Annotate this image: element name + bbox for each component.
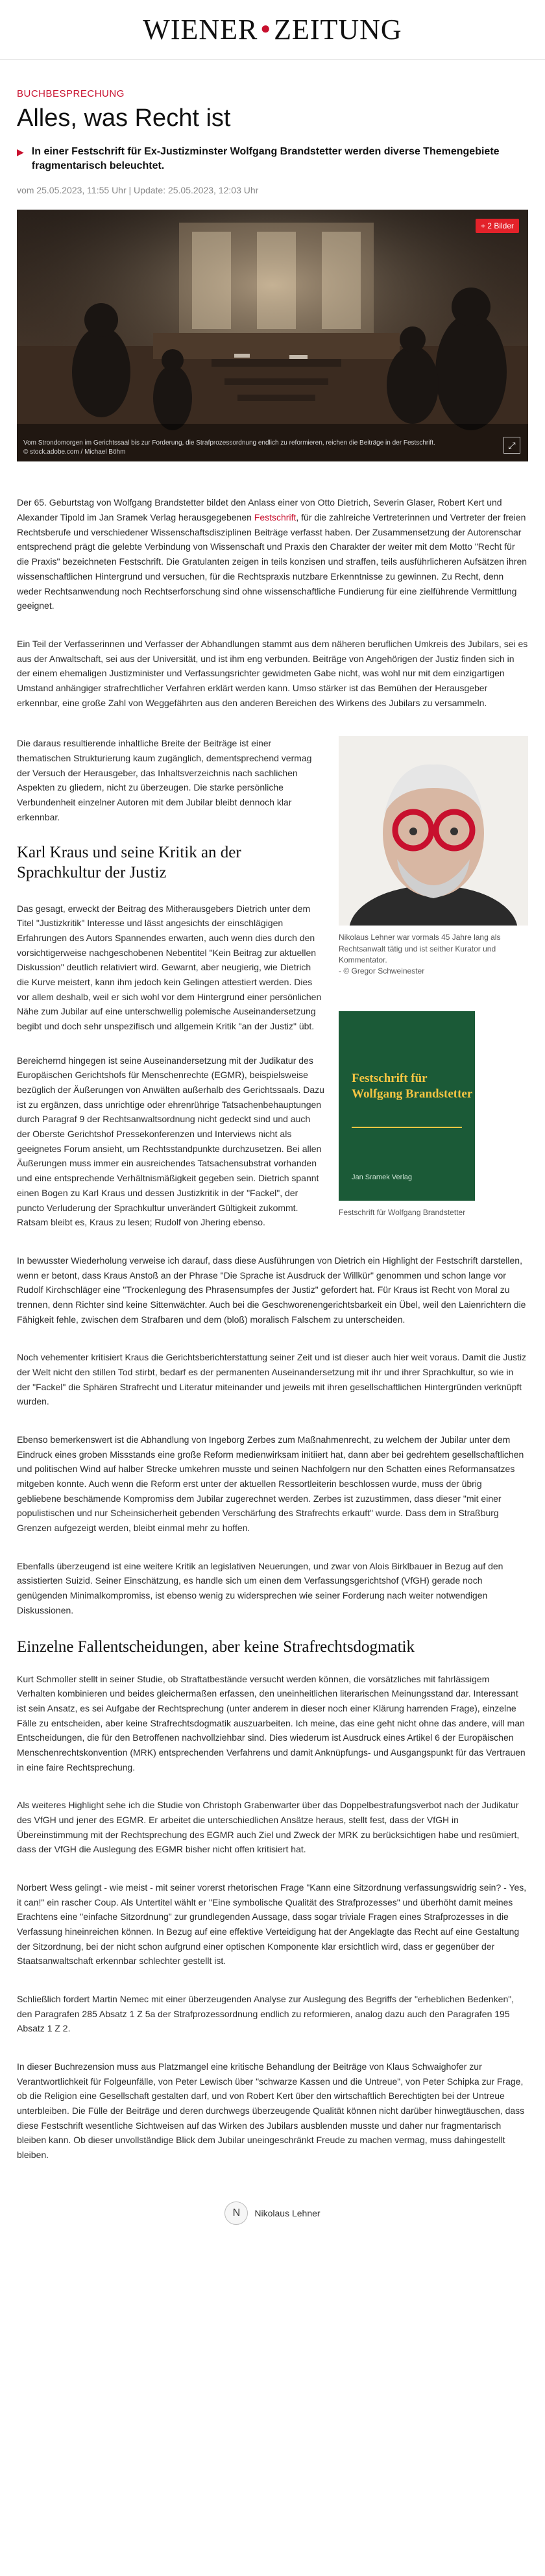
hero-caption [23, 439, 435, 456]
subheading: Einzelne Fallentscheidungen, aber keine Strafrechtsdogmatik [17, 1638, 415, 1656]
paragraph: Ebenso bemerkenswert ist die Abhandlung von Ingeborg Zerbes zum Maßnahmenrecht, zu welchem der Jubilar unter dem Eindruck eines groben Missstands eine große Reform medienwirksam initiiert hat, dann aber bei gedrehtem gesellschaftlichen und politischen Wind auf halber Strecke umkehren musste und seinen Nachfolgern nur den Schatten eines Reformansatzes mitgeben konnte. Auch wenn die Reform erst unter der aktuellen Ressortleiterin beschlossen wurde, muss der übrig gebliebene beschämende Kompromiss dem Jubilar zugerechnet werden. Zerbes ist zuzustimmen, dass dieser "mit einer populistischen und nur Scheinsicherheit gebenden Verschärfung des Strafrechts erkauft" wurde. Dass dem in Straßburg Grenzen aufgezeigt werden, bleibt einmal mehr zu hoffen. [17, 1434, 524, 1533]
article-kicker: BUCHBESPRECHUNG [17, 88, 125, 99]
book-divider [352, 1127, 462, 1128]
article-title: Alles, was Recht ist [17, 104, 231, 132]
gallery-badge[interactable]: + 2 Bilder [476, 219, 519, 233]
author-name: Nikolaus Lehner [254, 2207, 321, 2218]
logo-word-wiener: WIENER [143, 14, 258, 45]
paragraph-text: Der 65. Geburtstag von Wolfgang Brandstetter bildet den Anlass einer von Otto Dietrich, Severin Glaser, Robert Kert und Alexander Tipold im Jan Sramek Verlag herausgegebenen [17, 497, 502, 523]
article-body [17, 495, 528, 2162]
lead-text: In einer Festschrift für Ex-Justizminster Wolfgang Brandstetter werden diverse Themengebiete fragmentarisch beleuchtet. [31, 145, 500, 172]
logo-dot-icon: ● [260, 18, 272, 38]
hero-caption-credit: © stock.adobe.com / Michael Böhm [23, 448, 126, 456]
book-publisher: Jan Sramek Verlag [352, 1173, 412, 1181]
paragraph: Als weiteres Highlight sehe ich die Studie von Christoph Grabenwarter über das Doppelbestrafungsverbot nach der Judikatur des VfGH und jener des EGMR. Er arbeitet die unterschiedlichen Ansätze heraus, stellt fest, dass der VfGH in Übereinstimmung mit der Rechtsprechung des EGMR auch Ziel und Zweck der MRK zu berücksichtigen habe und resümiert, dass der VfGH die Auslegung des EGMR bisher nicht offen kritisiert hat. [17, 1800, 520, 1855]
paragraph [17, 495, 528, 613]
masthead [0, 0, 545, 60]
paragraph: In dieser Buchrezension muss aus Platzmangel eine kritische Behandlung der Beiträge von Klaus Schwaighofer zur Verantwortlichkeit für Folgeunfälle, von Peter Lewisch über "schwarze Kassen und die Untreue", von Peter Schipka zur Frage, ob die Religion eine Gesellschaft gestalten darf, und von Robert Kert über den wirtschaftlich Berechtigten bei der Untreue unterbleiben. Die Fülle der Beiträge und deren durchwegs überzeugende Qualität können nicht darüber hinwegtäuschen, dass diese Festschrift wesentliche Sichtweisen auf das Wirken des Jubilars ausblenden musste und daher nur fragmentarisch bleiben kann. Ob dieser unvollständige Blick dem Jubilar uneingeschränkt Freude zu machen vermag, muss dahingestellt bleiben. [17, 2061, 525, 2160]
book-caption: Festschrift für Wolfgang Brandstetter [339, 1207, 466, 1217]
article-dateline: vom 25.05.2023, 11:55 Uhr | Update: 25.05.2023, 12:03 Uhr [17, 185, 259, 196]
book-cover[interactable] [339, 1011, 475, 1201]
site-logo[interactable] [143, 13, 402, 46]
portrait-caption-text: Nikolaus Lehner war vormals 45 Jahre lang als Rechtsanwalt tätig und ist seither Kurator und Kommentator. [339, 933, 501, 964]
paragraph: Bereichernd hingegen ist seine Auseinandersetzung mit der Judikatur des Europäischen Gerichtshofs für Menschenrechte (EGMR), beispielsweise bezüglich der Äußerungen von Anwälten außerhalb des Gerichtssaals. Dazu ist zu ergänzen, dass unrichtige oder ehrenrührige Tatsachenbehauptungen durch Paragraf 9 der Rechtsanwaltsordnung nicht gedeckt sind und auch der Oberste Gerichtshof Pressekonferenzen und Interviews nicht als geeignetes Forum ansieht, um Rechtsstandpunkte durchzusetzen. Bei allen Äußerungen muss immer ein ausreichendes Tatsachensubstrat vorhanden und eine entsprechende Verhältnismäßigkeit gegeben sein. Dietrich spannt einen Bogen zu Karl Kraus und dessen Justizkritik in der "Fackel", der puncto Verluderung der Sprachkultur unverändert Gültigkeit zukommt. Ratsam bleibt es, Kraus zu lesen; Rudolf von Jhering ebenso. [17, 1055, 324, 1228]
column-left [17, 736, 324, 1230]
column-section [17, 736, 528, 1230]
festschrift-link[interactable]: Festschrift [254, 512, 297, 523]
paragraph: Norbert Wess gelingt - wie meist - mit seiner vorerst rhetorischen Frage "Kann eine Sitzordnung verfassungswidrig sein? - Yes, it can!" ein rascher Coup. Als Untertitel wählt er "Eine symbolische Qualität des Strafprozesses" und überhöht damit meines Erachtens eine "einfache Sitzordnung" zur grundlegenden Aussage, dass sogar triviale Fragen eines Strafprozesses in die Verfassung hineinreichen können. In Bezug auf eine effektive Verteidigung hat der Angeklagte das Recht auf eine Gestaltung der Sitzordnung, bei der nicht schon aufgrund einer optischen Komponente klar ersichtlich wird, dass er gegenüber der Staatsanwaltschaft erkennbar schlechter gestellt ist. [17, 1882, 527, 1967]
article [0, 88, 545, 2225]
paragraph: Die daraus resultierende inhaltliche Breite der Beiträge ist einer thematischen Strukturierung kaum zugänglich, dementsprechend vermag der Versuch der Herausgeber, das Inhaltsverzeichnis nach sachlichen Aspekten zu gliedern, nicht zu überzeugen. Die starke persönliche Verbundenheit einzelner Autoren mit dem Jubilar bleibt dennoch klar erkennbar. [17, 738, 312, 822]
hero-caption-text: Vom Strondomorgen im Gerichtssaal bis zur Forderung, die Strafprozessordnung endlich zu reformieren, reichen die Beiträge in der Festschrift. [23, 439, 435, 447]
paragraph: Das gesagt, erweckt der Beitrag des Mitherausgebers Dietrich unter dem Titel "Justizkritik" Interesse und lässt angesichts der einschlägigen Erfahrungen des Autors Spannendes erwarten, auch wenn dies durch den vorsichtigerweise nachgeschobenen Nebentitel "Kein Beitrag zur aktuellen Diskussion" deutlich relativiert wird. Gewarnt, aber neugierig, wie Dietrich die Kurve meistert, kann ihm jedoch kein Gelingen attestiert werden. Dies vor allem deshalb, weil er sich wohl vor dem Hintergrund einer persönlichen Nähe zum Jubilar auf eine unterschwellig polemische Auseinandersetzung begibt und doch sehr unspezifisch und allgemein Kritik "an der Justiz" übt. [17, 903, 322, 1032]
author-portrait[interactable] [339, 736, 528, 926]
lead-arrow-icon: ▶ [17, 146, 24, 157]
paragraph: In bewusster Wiederholung verweise ich darauf, dass diese Ausführungen von Dietrich ein Highlight der Festschrift darstellen, wenn er betont, dass Kraus Anstoß an der Phrase "Die Sprache ist Ausdruck der Willkür" genommen und schon lange vor Rudolf Kirchschläger eine "Trockenlegung des Phrasensumpfes der Justiz" gefordert hat. Für Kraus ist Recht von Moral zu trennen, denn Richter sind keine Sittenwächter. Auch bei die Geschworenengerichtsbarkeit ein Übel, weil den Laienrichtern die Fähigkeit fehle, zwischen dem Strafbaren und dem (bloß) moralisch Falschem zu unterscheiden. [17, 1255, 526, 1325]
paragraph: Kurt Schmoller stellt in seiner Studie, ob Straftatbestände versucht werden können, die vorsätzliches mit fahrlässigem Verhalten kombinieren und beides gleichermaßen erfassen, den uneinheitlichen literarischen Meinungsstand dar. Interessant ist sein Ansatz, es sei Aufgabe der Rechtsprechung (unter anderem in dieser noch einer Klärung harrenden Frage), einzelne Fälle zu entscheiden, aber keine Strafrechtsdogmatik auszuarbeiten. Ich meine, das eine geht nicht ohne das andere, will man Entscheidungen, die für den Betroffenen nachvollziehbar sind. Dies wiederum ist Ausdruck eines Artikel 6 der Europäischen Menschenrechtskonvention (MRK) entsprechenden Verfahrens und damit Anknüpfungs- und Ausgangspunkt für das Vertrauen in eine faire Rechtsprechung. [17, 1673, 526, 1773]
subheading: Karl Kraus und seine Kritik an der Sprachkultur der Justiz [17, 844, 241, 882]
book-title: Festschrift für Wolfgang Brandstetter [352, 1071, 473, 1101]
portrait-caption [339, 932, 528, 977]
courtroom-illustration [17, 210, 528, 461]
hero-image[interactable] [17, 210, 528, 461]
author-avatar: N [224, 2202, 248, 2225]
portrait-illustration [339, 736, 528, 926]
paragraph-text: , für die zahlreiche Vertreterinnen und Vertreter der freien Rechtsberufe und verschiedener Wissenschaftsdisziplinen Beiträge verfasst haben. Der Zusammensetzung der Autorenschar entsprechend prägt die gelebte Verbindung von Wissenschaft und Praxis den Charakter der weiter mit dem Motto "Recht für die Praxis" bezeichneten Festschrift. Die Gratulanten zeigen in teils konzisen und straffen, teils ausführlicheren Aufsätzen ihren wissenschaftlichen Hintergrund und versuchen, für die Rechtspraxis nutzbare Erkenntnisse zu gewinnen. Zu Recht, denn weder Rechtsanwendung noch Rechtserforschung sind ohne wissenschaftliche Fundierung für eine zielführende Vermittlung geeignet. [17, 512, 527, 611]
paragraph: Ebenfalls überzeugend ist eine weitere Kritik an legislativen Neuerungen, und zwar von Alois Birklbauer in Bezug auf den assistierten Suizid. Seiner Einschätzung, es handle sich um einen dem Verfassungsgerichtshof (VfGH) gerade noch genügenden Minimalkompromiss, ist ebenso wenig zu widersprechen wie seiner Forderung nach weiter notwendigen Diskussionen. [17, 1560, 503, 1615]
paragraph: Ein Teil der Verfasserinnen und Verfasser der Abhandlungen stammt aus dem näheren beruflichen Umkreis des Jubilars, sei es aus der Anwaltschaft, sei aus der Universität, und ist ihm eng verbunden. Beiträge von Angehörigen der Justiz finden sich in der einem ehemaligen Justizminister und Verfassungsrichter gewidmeten Gabe nicht, was wohl nur mit dem einzigartigen Umstand anhängiger strafrechtlicher Verfahren erklärt werden kann. Umso stärker ist das Bemühen der Herausgeber erkennbar, eine große Zahl von Weggefährten aus den anderen Bereichen des Wirkens des Jubilars zu versammeln. [17, 638, 528, 708]
article-lead [17, 145, 528, 174]
logo-word-zeitung: ZEITUNG [274, 14, 402, 45]
column-right [339, 736, 528, 1230]
paragraph: Schließlich fordert Martin Nemec mit einer überzeugenden Analyse zur Auslegung des Begriffs der "erheblichen Bedenken", den Paragrafen 285 Absatz 1 Z 5a der Strafprozessordnung endlich zu reformieren, analog dazu auch den Paragrafen 195 Absatz 1 Z 2. [17, 1993, 515, 2034]
expand-icon[interactable]: ⤢ [503, 437, 520, 454]
author-byline[interactable] [17, 2202, 528, 2225]
paragraph: Noch vehementer kritisiert Kraus die Gerichtsberichterstattung seiner Zeit und ist dieser auch hier weit voraus. Damit die Justiz der Welt nicht den stillen Tod stirbt, bedarf es der permanenten Auseinandersetzung mit ihr und ihrer Sprachkultur, so wie in der "Fackel" die Sphären Strafrecht und Literatur miteinander und jeweils mit ihren gesellschaftlichen Hintergründen verknüpft wurden. [17, 1352, 527, 1407]
portrait-credit: - © Gregor Schweinester [339, 966, 425, 976]
